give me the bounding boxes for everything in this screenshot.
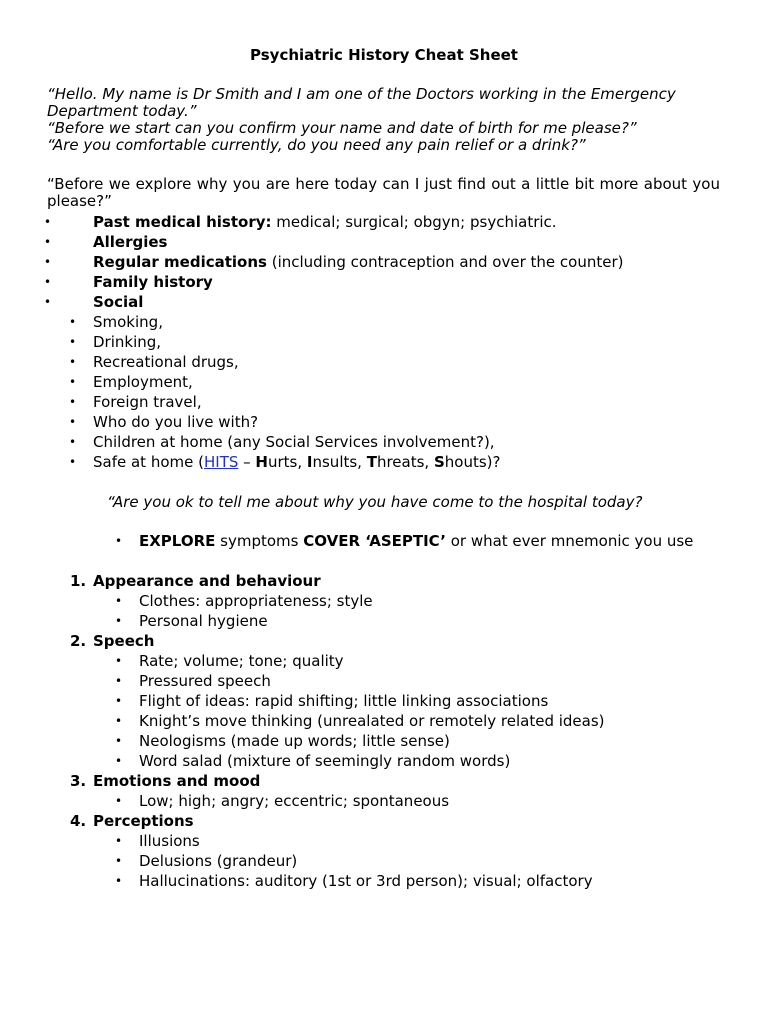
item-text: (including contraception and over the counter) [266, 253, 624, 271]
bullet-icon: • [44, 275, 52, 289]
bullet-icon: • [69, 455, 77, 469]
bullet-icon: • [115, 754, 123, 768]
bullet-icon: • [115, 654, 123, 668]
item-text: Delusions (grandeur) [139, 852, 298, 870]
mnemonic-letter: T [366, 453, 377, 471]
bullet-icon: • [115, 614, 123, 628]
item-text: Low; high; angry; eccentric; spontaneous [139, 792, 450, 810]
item-text: Word salad (mixture of seemingly random words) [139, 752, 511, 770]
item-text: Illusions [139, 832, 200, 850]
mnemonic-word: nsults, [312, 453, 367, 471]
item-text: Drinking, [93, 333, 162, 351]
item-text: Pressured speech [139, 672, 271, 690]
bullet-icon: • [69, 435, 77, 449]
bullet-icon: • [115, 694, 123, 708]
bullet-icon: • [44, 215, 52, 229]
bullet-icon: • [69, 395, 77, 409]
mnemonic-letter: S [433, 453, 445, 471]
bullet-icon: • [115, 534, 123, 548]
item-text: Rate; volume; tone; quality [139, 652, 344, 670]
item-text: Employment, [93, 373, 193, 391]
intro-line: “Before we start can you confirm your name and date of birth for me please?” [47, 119, 637, 137]
item-text: Hallucinations: auditory (1st or 3rd person); visual; olfactory [139, 872, 593, 890]
bullet-icon: • [115, 734, 123, 748]
explore-text: or what ever mnemonic you use [445, 532, 694, 550]
explore-text: symptoms [215, 532, 304, 550]
bullet-icon: • [115, 834, 123, 848]
item-text: Personal hygiene [139, 612, 268, 630]
mnemonic-word: urts, [267, 453, 307, 471]
explore-item [0, 531, 768, 551]
safe-dash: – [238, 453, 256, 471]
intro-line: “Are you comfortable currently, do you need any pain relief or a drink?” [47, 136, 586, 154]
safe-prefix: Safe at home ( [93, 453, 204, 471]
item-label: Past medical history: [93, 213, 272, 231]
item-text: Clothes: appropriateness; style [139, 592, 373, 610]
section-label: Perceptions [93, 812, 194, 830]
bullet-icon: • [69, 415, 77, 429]
lead-question: “Before we explore why you are here today can I just find out a little bit more about you please?” [47, 175, 720, 210]
item-text: Knight’s move thinking (unrealated or remotely related ideas) [139, 712, 605, 730]
item-label: Regular medications [93, 253, 267, 271]
section-number: 2. [70, 632, 87, 650]
bullet-icon: • [115, 674, 123, 688]
item-text: Foreign travel, [93, 393, 202, 411]
mnemonic-letter: I [306, 453, 313, 471]
item-text: Neologisms (made up words; little sense) [139, 732, 450, 750]
cover-label: COVER ‘ASEPTIC’ [303, 532, 446, 550]
bullet-icon: • [69, 315, 77, 329]
item-label: Social [93, 293, 144, 311]
item-text: Children at home (any Social Services involvement?), [93, 433, 495, 451]
section-number: 3. [70, 772, 87, 790]
intro-script [47, 86, 727, 154]
explore-label: EXPLORE [139, 532, 216, 550]
item-label: Allergies [93, 233, 168, 251]
section-label: Emotions and mood [93, 772, 261, 790]
section-label: Speech [93, 632, 155, 650]
mnemonic-word: houts)? [444, 453, 501, 471]
item-label: Family history [93, 273, 213, 291]
bullet-icon: • [115, 794, 123, 808]
item-text: Recreational drugs, [93, 353, 239, 371]
item-text: medical; surgical; obgyn; psychiatric. [271, 213, 557, 231]
bullet-icon: • [44, 295, 52, 309]
bullet-icon: • [115, 594, 123, 608]
page-title: Psychiatric History Cheat Sheet [250, 46, 518, 64]
item-text: Flight of ideas: rapid shifting; little linking associations [139, 692, 549, 710]
bullet-icon: • [44, 235, 52, 249]
bullet-icon: • [44, 255, 52, 269]
hits-link[interactable]: HITS [203, 453, 239, 471]
section-number: 1. [70, 572, 87, 590]
item-text: Who do you live with? [93, 413, 259, 431]
bullet-icon: • [69, 335, 77, 349]
bullet-icon: • [115, 854, 123, 868]
bullet-icon: • [115, 714, 123, 728]
section-label: Appearance and behaviour [93, 572, 321, 590]
presenting-question: “Are you ok to tell me about why you have come to the hospital today? [107, 493, 643, 511]
intro-line: “Hello. My name is Dr Smith and I am one of the Doctors working in the Emergency Department today.” [47, 85, 676, 120]
mnemonic-letter: H [255, 453, 268, 471]
mnemonic-word: hreats, [376, 453, 434, 471]
bullet-icon: • [115, 874, 123, 888]
section-number: 4. [70, 812, 87, 830]
bullet-icon: • [69, 355, 77, 369]
bullet-icon: • [69, 375, 77, 389]
item-text: Smoking, [93, 313, 163, 331]
